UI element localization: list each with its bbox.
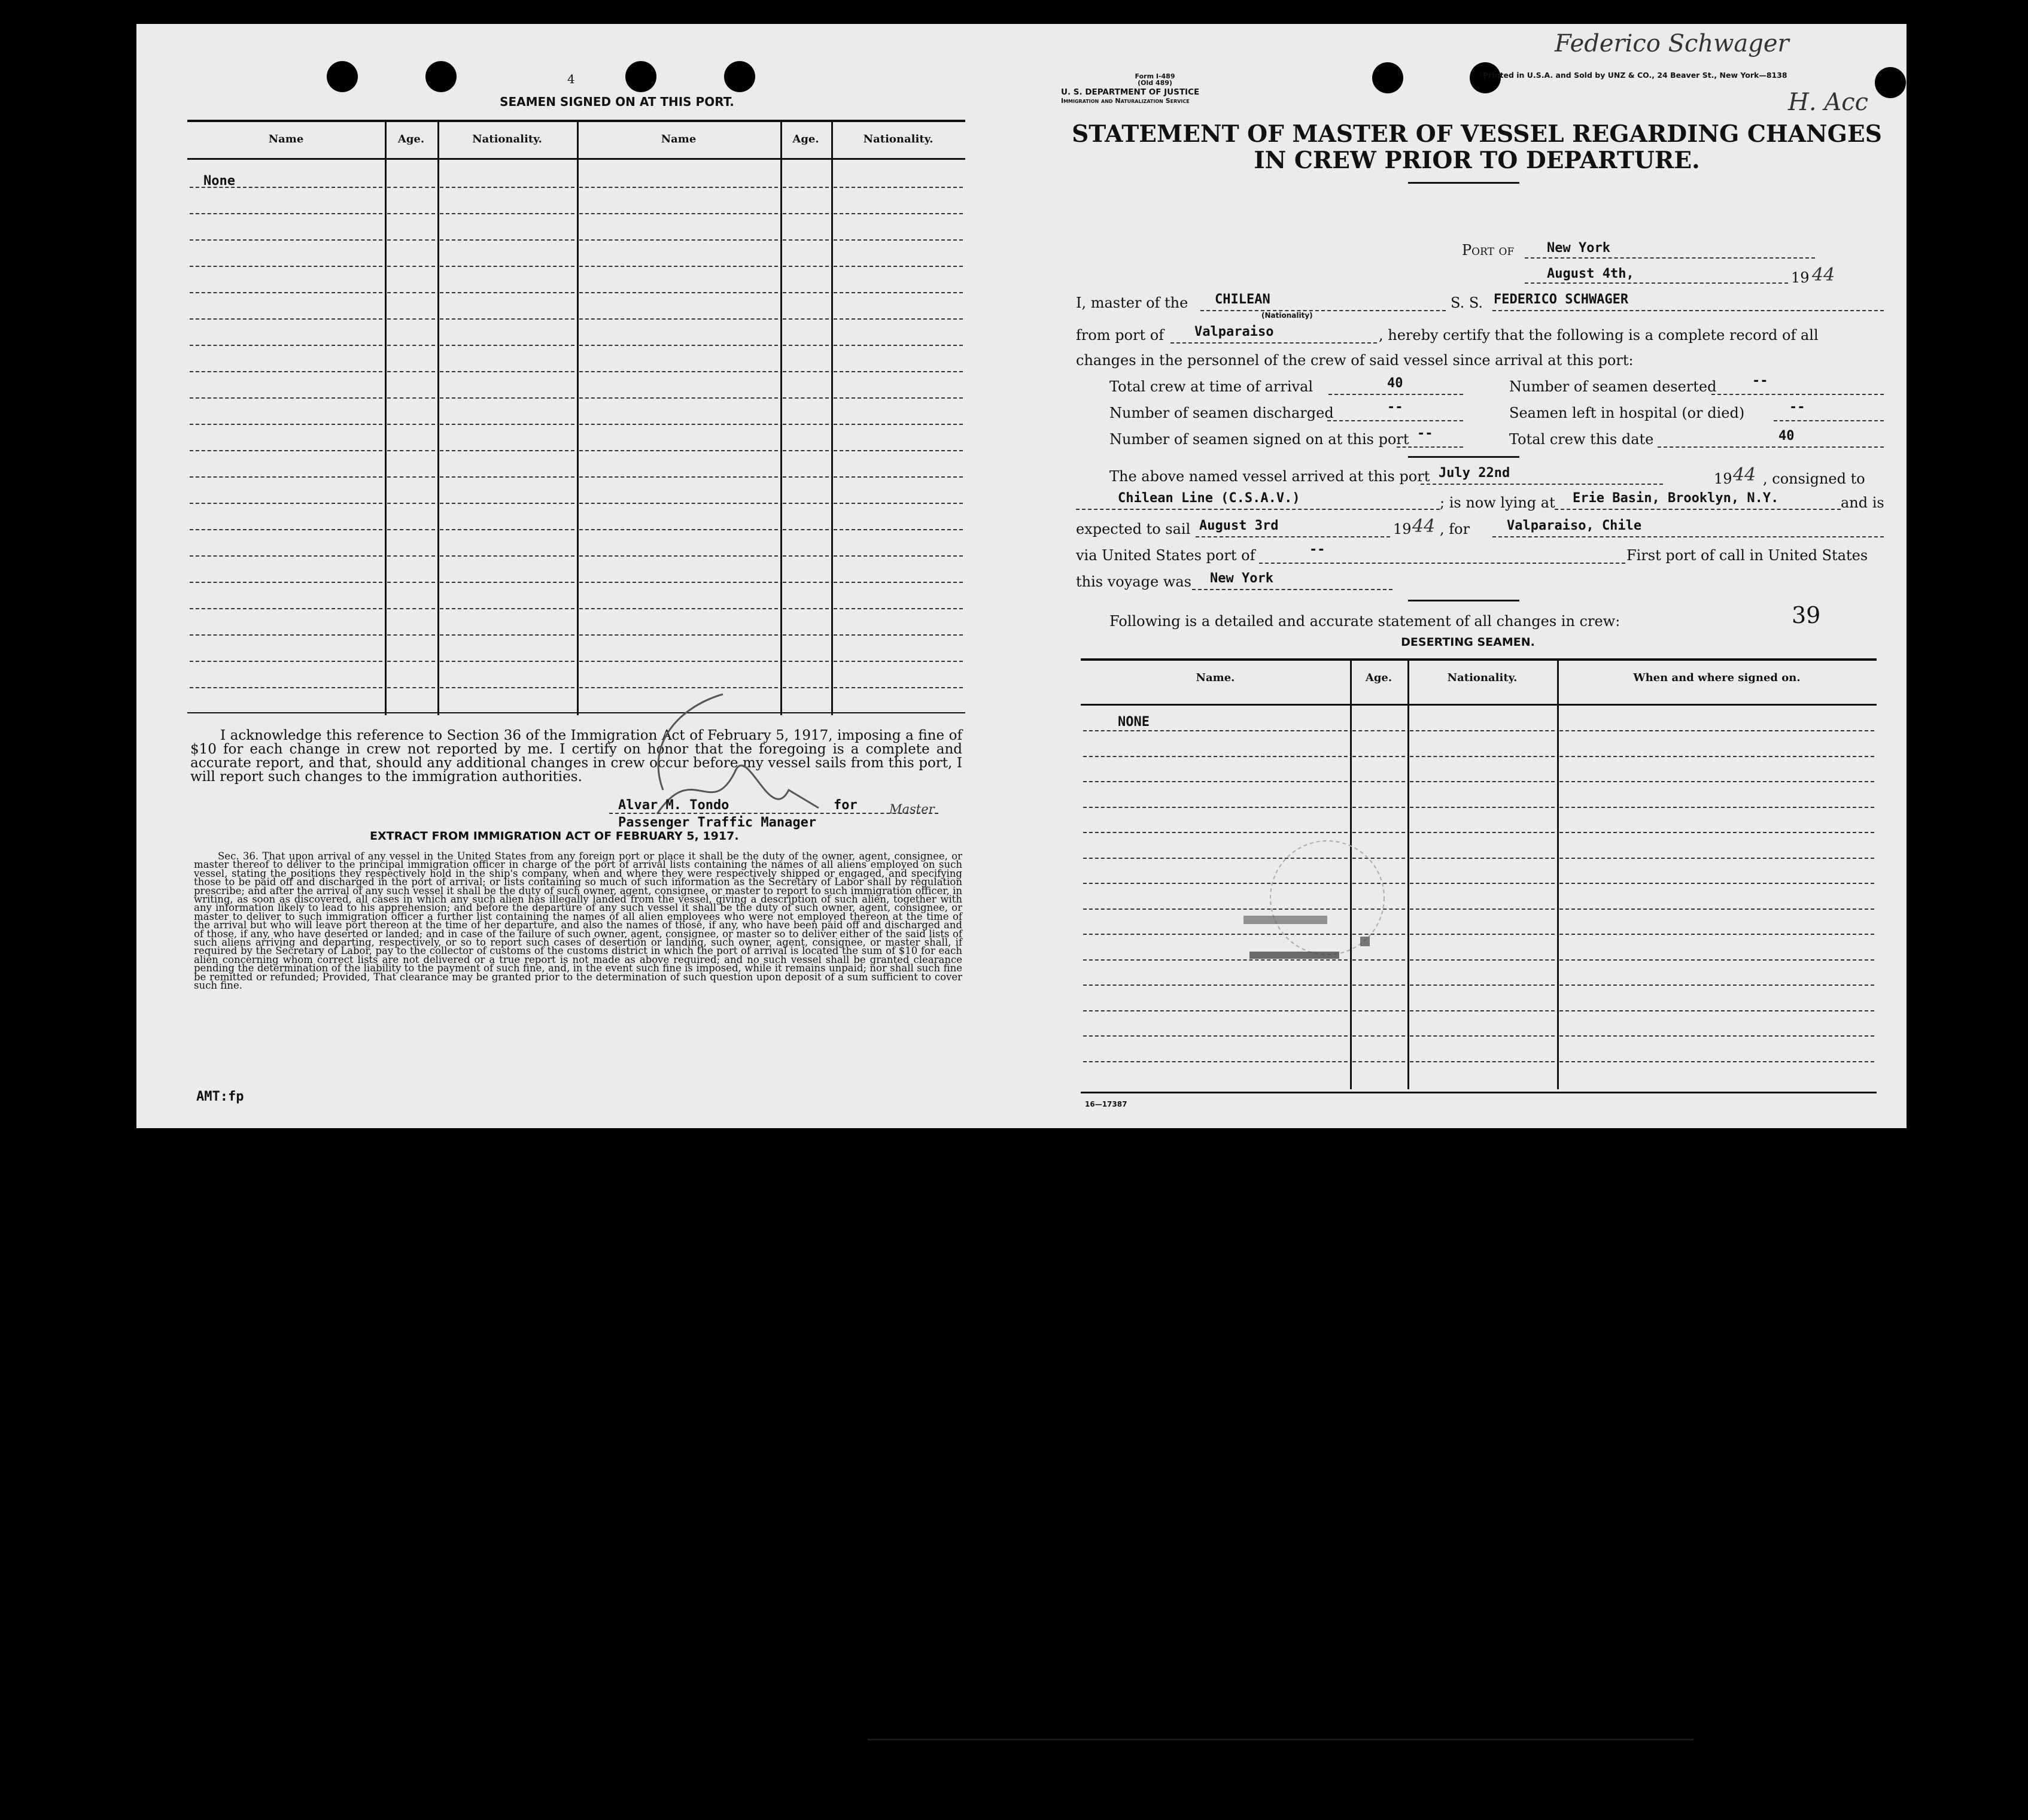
row-rule [1410, 1035, 1555, 1037]
row-rule [579, 345, 778, 346]
row-rule [387, 503, 435, 504]
row-rule [579, 239, 778, 241]
from-port-line [1170, 342, 1377, 344]
row-rule [190, 187, 382, 188]
row-rule [387, 266, 435, 267]
row-rule [579, 476, 778, 478]
form-old-number: (Old 489) [1138, 79, 1172, 87]
deserted-value: -- [1752, 373, 1768, 388]
row-rule [579, 555, 778, 557]
section-divider [1408, 600, 1519, 601]
column-divider [437, 120, 439, 715]
row-rule [190, 476, 382, 478]
row-rule [783, 239, 829, 241]
row-rule [834, 371, 963, 372]
nationality-caption: (Nationality) [1261, 311, 1313, 320]
row-rule [1352, 1035, 1405, 1037]
lying-label: ; is now lying at [1440, 494, 1555, 511]
row-rule [190, 450, 382, 451]
table-top-rule [187, 120, 965, 122]
col-header-nationality: Nationality. [472, 133, 542, 145]
row-rule [1410, 909, 1555, 910]
row-rule [1559, 934, 1874, 935]
row-rule [1559, 1010, 1874, 1011]
row-rule [1083, 1061, 1348, 1062]
row-rule [579, 187, 778, 188]
row-rule [1083, 1035, 1348, 1037]
section-36-text [194, 852, 962, 990]
port-line [1525, 257, 1815, 259]
row-rule [579, 608, 778, 609]
via-line [1259, 563, 1625, 564]
arrived-label: The above named vessel arrived at this port [1109, 468, 1430, 485]
row-rule [387, 529, 435, 530]
form-title-line2: IN CREW PRIOR TO DEPARTURE. [1254, 147, 1700, 174]
col-header-nationality: Nationality. [863, 133, 934, 145]
consigned-label: , consigned to [1763, 470, 1865, 487]
row-rule [1352, 1061, 1405, 1062]
arrived-line [1421, 484, 1663, 485]
consignee-line [1076, 509, 1440, 510]
row-rule [440, 187, 574, 188]
row-rule [1559, 985, 1874, 986]
row-rule [1410, 985, 1555, 986]
row-rule [387, 687, 435, 688]
row-rule [440, 503, 574, 504]
voyage-value: New York [1210, 571, 1273, 586]
row-rule [440, 555, 574, 557]
row-rule [387, 476, 435, 478]
col-header-age: Age. [397, 133, 425, 145]
via-value: -- [1309, 542, 1325, 557]
section-body: That upon arrival of any vessel in the United States from any foreign port or place it shall be the duty of the owner, agent, consignee, or master thereof to deliver to the principal immigration officer in charge of the port of arrival lists containing the names of all aliens employed on such vessel, stating the positions they respectively hold in the ship's company, when and where they were respectively shipped or engaged, and specifying those to be paid off and discharged in the port of arrival; or lists containing so much of such information as the Secretary of Labor shall by regulation prescribe; and after the arrival of any such vessel it shall be the duty of such owner, agent, consignee, or master to report to such immigration officer, in writing, as soon as discovered, all cases in which any such alien has illegally landed from the vessel, giving a description of such alien, together with any information likely to lead to his apprehension; and before the departure of any such vessel it shall be the duty of such owner, agent, consignee, or master to deliver to such immigration officer a further list containing the names of all alien employees who were not employed thereon at the time of the arrival but who will leave port thereon at the time of her departure, and also the names of those, if any, who have been paid off and discharged and of those, if any, who have deserted or landed; and in case of the failure of such owner, agent, consignee, or master so to deliver either of the said lists of such aliens arriving and departing, respectively, or so to report such cases of desertion or landing, such owner, agent, consignee, or master shall, if required by the Secretary of Labor, pay to the collector of customs of the customs district in which the port of arrival is located the sum of $10 for each alien concerning whom correct lists are not delivered or a true report is not made as above required; and no such vessel shall be granted clearance pending the determination of the liability to the payment of such fine, and, in the event such fine is imposed, while it remains unpaid; nor shall such fine be remitted or refunded; Provided, That clearance may be granted prior to the determination of such question upon deposit of a sum sufficient to cover such fine. [194, 850, 962, 992]
punch-hole [327, 61, 358, 92]
signed-on-value: -- [1417, 426, 1433, 441]
row-rule [190, 266, 382, 267]
first-port-label: First port of call in United States [1626, 547, 1868, 564]
row-rule [387, 608, 435, 609]
row-rule [834, 345, 963, 346]
row-rule [440, 687, 574, 688]
row-rule [387, 371, 435, 372]
form-code: 16—17387 [1085, 1100, 1127, 1108]
discharged-label: Number of seamen discharged [1109, 405, 1334, 421]
row-rule [1559, 909, 1874, 910]
faint-stamp [1190, 826, 1405, 1005]
nationality-line [1200, 310, 1446, 311]
total-crew-value: 40 [1387, 376, 1403, 391]
printer-note: Printed in U.S.A. and Sold by UNZ & CO., 24 Beaver St., New York—8138 [1483, 71, 1787, 80]
destination-line [1492, 536, 1884, 537]
row-rule [440, 476, 574, 478]
via-label: via United States port of [1076, 547, 1255, 564]
row-rule [579, 634, 778, 636]
row-rule [1559, 756, 1874, 757]
row-rule [834, 397, 963, 399]
row-rule [190, 661, 382, 662]
row-rule [1559, 807, 1874, 808]
expected-year: 44 [1412, 516, 1436, 537]
row-rule [1559, 883, 1874, 884]
row-rule [834, 503, 963, 504]
row-rule [783, 503, 829, 504]
row-rule [190, 608, 382, 609]
row-rule [834, 476, 963, 478]
row-rule [387, 213, 435, 214]
destination-value: Valparaiso, Chile [1507, 518, 1642, 533]
and-is-label: and is [1841, 494, 1884, 511]
page-mark: 39 [1792, 602, 1821, 628]
row-rule [1352, 1010, 1405, 1011]
scan-artifact [868, 1739, 1693, 1740]
row-rule [783, 634, 829, 636]
row-rule [783, 292, 829, 293]
row-rule [190, 424, 382, 425]
date-value: August 4th, [1547, 266, 1634, 281]
ship-name: FEDERICO SCHWAGER [1494, 292, 1629, 307]
row-rule [579, 266, 778, 267]
expected-year-prefix: 19 [1393, 521, 1412, 537]
punch-hole [1875, 67, 1906, 98]
table-header-rule [187, 158, 965, 160]
row-rule [1083, 781, 1348, 782]
from-port-value: Valparaiso [1194, 324, 1274, 339]
expected-value: August 3rd [1199, 518, 1279, 533]
row-rule [1410, 858, 1555, 859]
row-rule [579, 318, 778, 320]
row-rule [387, 187, 435, 188]
row-rule [1559, 832, 1874, 833]
certify-text: , hereby certify that the following is a complete record of all [1379, 327, 1819, 344]
row-rule [387, 292, 435, 293]
row-rule [1410, 1061, 1555, 1062]
expected-line [1196, 536, 1390, 537]
following-label: Following is a detailed and accurate statement of all changes in crew: [1109, 613, 1620, 630]
row-rule [1410, 883, 1555, 884]
department: U. S. DEPARTMENT OF JUSTICE [1061, 87, 1200, 97]
ss-label: S. S. [1451, 294, 1483, 311]
row-rule [440, 239, 574, 241]
row-rule [440, 608, 574, 609]
row-rule [387, 424, 435, 425]
reference-initials: AMT:fp [196, 1089, 244, 1104]
arrived-value: July 22nd [1439, 466, 1510, 481]
signer-name: Alvar M. Tondo [618, 798, 729, 813]
row-rule [440, 345, 574, 346]
row-rule [579, 213, 778, 214]
row-rule [387, 555, 435, 557]
year-value: 44 [1812, 265, 1835, 285]
row-rule [440, 634, 574, 636]
row-rule [834, 239, 963, 241]
row-rule [387, 345, 435, 346]
row-rule [1410, 1010, 1555, 1011]
col-header-age: Age. [1365, 672, 1392, 684]
row-rule [783, 187, 829, 188]
form-number: Form I-489 [1135, 72, 1175, 80]
extract-heading: EXTRACT FROM IMMIGRATION ACT OF FEBRUARY 5, 1917. [370, 830, 739, 843]
consignee-value: Chilean Line (C.S.A.V.) [1118, 491, 1300, 506]
row-rule [1352, 730, 1405, 731]
voyage-line [1192, 589, 1392, 590]
row-rule [1083, 1010, 1348, 1011]
row-rule [440, 318, 574, 320]
row-rule [783, 397, 829, 399]
col-header-name: Name. [1196, 672, 1235, 684]
deserting-heading: DESERTING SEAMEN. [1401, 636, 1535, 649]
table-bottom-rule [1081, 1092, 1877, 1093]
row-rule [440, 397, 574, 399]
voyage-label: this voyage was [1076, 573, 1191, 590]
row-rule [190, 582, 382, 583]
table-top-rule [1081, 658, 1877, 661]
signed-on-line [1397, 446, 1463, 448]
col-header-nationality: Nationality. [1447, 672, 1518, 684]
total-crew-label: Total crew at time of arrival [1109, 378, 1314, 395]
col-header-name: Name [661, 133, 697, 145]
total-crew-line [1328, 394, 1463, 395]
row-rule [440, 661, 574, 662]
total-date-label: Total crew this date [1509, 431, 1654, 448]
row-rule [1083, 756, 1348, 757]
signed-on-label: Number of seamen signed on at this port [1109, 431, 1409, 448]
row-rule [1410, 730, 1555, 731]
row-rule [783, 555, 829, 557]
row-rule [440, 213, 574, 214]
row-rule [190, 213, 382, 214]
first-entry: None [203, 174, 235, 189]
row-rule [834, 424, 963, 425]
row-rule [440, 424, 574, 425]
row-rule [1559, 1035, 1874, 1037]
row-rule [387, 634, 435, 636]
handwritten-ship-name: Federico Schwager [1555, 30, 1789, 57]
row-rule [834, 450, 963, 451]
handwritten-initials: H. Acc [1788, 89, 1869, 116]
col-header-name: Name [268, 133, 304, 145]
hospital-label: Seamen left in hospital (or died) [1509, 405, 1745, 421]
left-heading: SEAMEN SIGNED ON AT THIS PORT. [500, 95, 734, 109]
row-rule [1410, 756, 1555, 757]
table-header-rule [1081, 704, 1877, 706]
row-rule [579, 503, 778, 504]
form-header [1095, 73, 1215, 86]
expected-label: expected to sail [1076, 521, 1191, 537]
row-rule [190, 687, 382, 688]
row-rule [387, 397, 435, 399]
master-label: Master [889, 802, 935, 816]
certify-text-2: changes in the personnel of the crew of said vessel since arrival at this port: [1076, 352, 1634, 369]
column-divider [577, 120, 579, 715]
for-label: , for [1440, 521, 1470, 537]
row-rule [834, 634, 963, 636]
row-rule [190, 397, 382, 399]
row-rule [834, 292, 963, 293]
row-rule [440, 292, 574, 293]
row-rule [783, 266, 829, 267]
row-rule [579, 424, 778, 425]
row-rule [190, 503, 382, 504]
section-divider [1408, 456, 1519, 458]
row-rule [834, 187, 963, 188]
row-rule [1352, 807, 1405, 808]
row-rule [783, 661, 829, 662]
row-rule [834, 213, 963, 214]
document-page [136, 24, 1907, 1128]
column-divider [385, 120, 387, 715]
total-date-line [1658, 446, 1884, 448]
first-entry: NONE [1118, 715, 1150, 730]
row-rule [190, 529, 382, 530]
row-rule [190, 292, 382, 293]
discharged-line [1327, 420, 1463, 421]
service-name: Immigration and Naturalization Service [1061, 97, 1190, 105]
lying-line [1555, 509, 1841, 510]
title-underline [1408, 182, 1519, 184]
acknowledgment-text: I acknowledge this reference to Section 36 of the Immigration Act of February 5, 1917, imposing a fine of $10 for each change in crew not reported by me. I certify on honor that the foregoing is a complete and accurate report, and that, should any additional changes in crew occur before my vessel sails from this port, I will report such changes to the immigration authorities. [190, 728, 962, 785]
lying-value: Erie Basin, Brooklyn, N.Y. [1573, 491, 1779, 506]
row-rule [1083, 807, 1348, 808]
row-rule [190, 371, 382, 372]
row-rule [783, 582, 829, 583]
year-prefix: 19 [1791, 269, 1810, 286]
row-rule [1410, 781, 1555, 782]
total-date-value: 40 [1778, 429, 1795, 443]
row-rule [834, 266, 963, 267]
row-rule [1410, 934, 1555, 935]
nationality-value: CHILEAN [1215, 292, 1270, 307]
punch-hole [625, 61, 656, 92]
row-rule [834, 582, 963, 583]
row-rule [579, 397, 778, 399]
discharged-value: -- [1387, 400, 1403, 415]
arrived-year-prefix: 19 [1714, 470, 1732, 487]
row-rule [1352, 781, 1405, 782]
row-rule [579, 450, 778, 451]
row-rule [783, 476, 829, 478]
row-rule [1559, 1061, 1874, 1062]
row-rule [1559, 858, 1874, 859]
row-rule [579, 292, 778, 293]
row-rule [579, 582, 778, 583]
signer-title: Passenger Traffic Manager [618, 815, 817, 830]
page-number: 4 [567, 72, 575, 86]
column-divider [831, 120, 833, 715]
row-rule [783, 424, 829, 425]
row-rule [387, 582, 435, 583]
row-rule [783, 450, 829, 451]
row-rule [1559, 730, 1874, 731]
row-rule [579, 529, 778, 530]
punch-hole [724, 61, 755, 92]
row-rule [1410, 959, 1555, 961]
arrived-year: 44 [1733, 464, 1756, 485]
row-rule [440, 266, 574, 267]
signer-for: for [834, 798, 858, 813]
row-rule [440, 582, 574, 583]
row-rule [783, 318, 829, 320]
hospital-value: -- [1789, 400, 1805, 415]
row-rule [387, 450, 435, 451]
col-header-when-where: When and where signed on. [1633, 672, 1801, 684]
row-rule [387, 239, 435, 241]
port-label: Port of [1462, 242, 1515, 259]
row-rule [783, 608, 829, 609]
deserted-label: Number of seamen deserted [1509, 378, 1717, 395]
punch-hole [425, 61, 457, 92]
hospital-line [1774, 420, 1884, 421]
row-rule [190, 239, 382, 241]
row-rule [190, 634, 382, 636]
punch-hole [1372, 62, 1403, 93]
row-rule [1410, 832, 1555, 833]
row-rule [783, 371, 829, 372]
row-rule [783, 529, 829, 530]
row-rule [579, 371, 778, 372]
form-title-line1: STATEMENT OF MASTER OF VESSEL REGARDING CHANGES [1072, 120, 1882, 148]
column-divider [780, 120, 782, 715]
form-title [1070, 121, 1884, 174]
row-rule [1083, 730, 1348, 731]
col-header-age: Age. [792, 133, 819, 145]
row-rule [440, 371, 574, 372]
row-rule [190, 318, 382, 320]
ship-line [1492, 310, 1884, 311]
row-rule [579, 661, 778, 662]
date-line [1525, 282, 1788, 284]
row-rule [834, 608, 963, 609]
row-rule [783, 345, 829, 346]
from-port-label: from port of [1076, 327, 1164, 344]
port-value: New York [1547, 241, 1610, 256]
row-rule [190, 345, 382, 346]
row-rule [834, 661, 963, 662]
row-rule [783, 213, 829, 214]
row-rule [1410, 807, 1555, 808]
column-divider [1407, 658, 1409, 1089]
row-rule [387, 661, 435, 662]
row-rule [1559, 959, 1874, 961]
section-label: Sec. 36. [218, 850, 259, 862]
master-of-label: I, master of the [1076, 294, 1188, 311]
row-rule [440, 450, 574, 451]
row-rule [834, 318, 963, 320]
row-rule [1352, 756, 1405, 757]
row-rule [190, 555, 382, 557]
column-divider [1557, 658, 1559, 1089]
row-rule [1559, 781, 1874, 782]
row-rule [834, 529, 963, 530]
deserted-line [1711, 394, 1884, 395]
row-rule [834, 555, 963, 557]
row-rule [387, 318, 435, 320]
row-rule [440, 529, 574, 530]
